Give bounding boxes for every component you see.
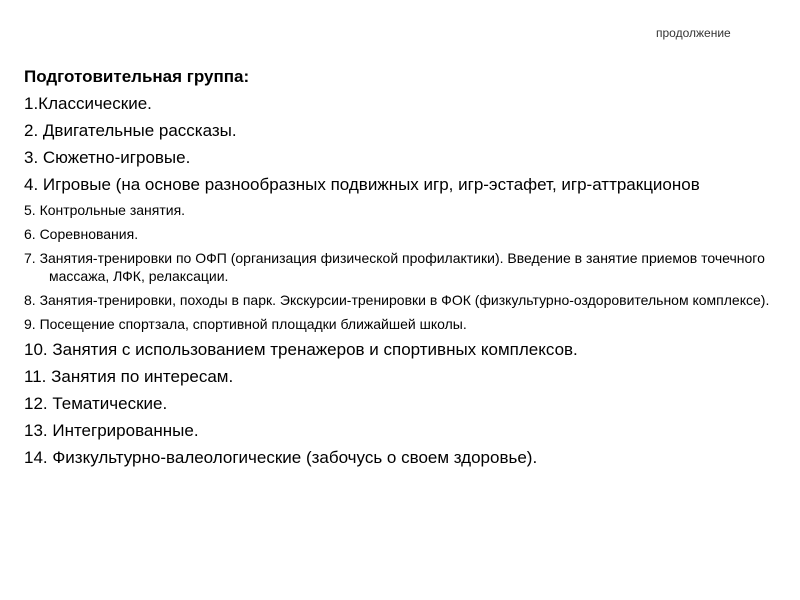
list-item: 3. Сюжетно-игровые. <box>24 148 191 167</box>
program-list <box>24 66 784 474</box>
list-item: 2. Двигательные рассказы. <box>24 121 237 140</box>
list-item: 12. Тематические. <box>24 394 168 413</box>
list-item: 8. Занятия-тренировки, походы в парк. Экскурсии-тренировки в ФОК (физкультурно-оздоровительном комплексе). <box>24 292 770 308</box>
list-item: 9. Посещение спортзала, спортивной площадки ближайшей школы. <box>24 316 467 332</box>
list-item: 7. Занятия-тренировки по ОФП (организация физической профилактики). Введение в занятие приемов точечного массажа, ЛФК, релаксации. <box>24 250 765 284</box>
list-item: 4. Игровые (на основе разнообразных подвижных игр, игр-эстафет, игр-аттракционов <box>24 175 700 194</box>
section-title: Подготовительная группа: <box>24 67 250 86</box>
list-item: 5. Контрольные занятия. <box>24 202 186 218</box>
list-item: 13. Интегрированные. <box>24 421 199 440</box>
list-item: 1.Классические. <box>24 94 152 113</box>
list-item: 11. Занятия по интересам. <box>24 367 234 386</box>
list-item: 14. Физкультурно-валеологические (забочусь о своем здоровье). <box>24 448 538 467</box>
list-item: 10. Занятия с использованием тренажеров и спортивных комплексов. <box>24 340 578 359</box>
list-item: 6. Соревнования. <box>24 226 139 242</box>
continuation-label: продолжение <box>656 26 731 40</box>
